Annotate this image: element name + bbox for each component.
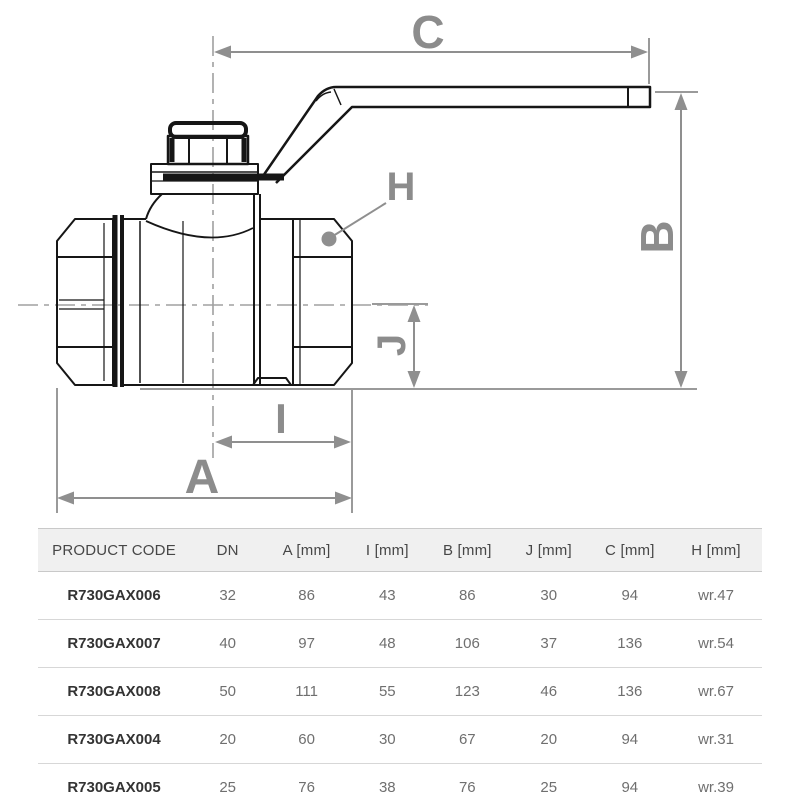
product-code: R730GAX007 bbox=[38, 620, 190, 668]
stem-nut bbox=[168, 136, 248, 164]
cell-a: 60 bbox=[265, 716, 348, 764]
cell-j: 46 bbox=[508, 668, 590, 716]
cell-a: 86 bbox=[265, 572, 348, 620]
arrow-j-down bbox=[408, 371, 421, 388]
cell-b: 123 bbox=[427, 668, 508, 716]
label-a: A bbox=[184, 451, 220, 504]
table-row bbox=[38, 668, 762, 716]
cell-c: 94 bbox=[590, 764, 670, 800]
cell-i: 43 bbox=[348, 572, 427, 620]
arrow-c-right bbox=[631, 46, 648, 59]
cell-dn: 50 bbox=[190, 668, 265, 716]
label-h: H bbox=[386, 165, 416, 209]
product-code: R730GAX004 bbox=[38, 716, 190, 764]
cell-h: wr.54 bbox=[670, 620, 762, 668]
cell-c: 136 bbox=[590, 620, 670, 668]
joint-foot bbox=[253, 378, 291, 385]
cell-dn: 20 bbox=[190, 716, 265, 764]
cell-c: 136 bbox=[590, 668, 670, 716]
cell-dn: 32 bbox=[190, 572, 265, 620]
cell-h: wr.47 bbox=[670, 572, 762, 620]
table-row bbox=[38, 620, 762, 668]
col-c: C [mm] bbox=[590, 529, 670, 572]
cell-c: 94 bbox=[590, 716, 670, 764]
product-code: R730GAX005 bbox=[38, 764, 190, 800]
cell-h: wr.67 bbox=[670, 668, 762, 716]
handle-bend-joint bbox=[334, 89, 341, 105]
h-reference-dot bbox=[322, 232, 337, 247]
cell-a: 111 bbox=[265, 668, 348, 716]
cell-dn: 40 bbox=[190, 620, 265, 668]
arrow-c-left bbox=[214, 46, 231, 59]
table-row bbox=[38, 716, 762, 764]
handle bbox=[263, 87, 650, 183]
arrow-j-up bbox=[408, 305, 421, 322]
arrow-b-up bbox=[675, 93, 688, 110]
cell-j: 30 bbox=[508, 572, 590, 620]
neck-flare-left bbox=[146, 194, 162, 219]
cell-b: 86 bbox=[427, 572, 508, 620]
h-leader-line bbox=[333, 203, 386, 236]
label-c: C bbox=[411, 6, 445, 58]
cell-i: 55 bbox=[348, 668, 427, 716]
cell-j: 20 bbox=[508, 716, 590, 764]
extension-lines bbox=[57, 38, 698, 513]
label-j: J bbox=[370, 333, 414, 357]
arrow-i-right bbox=[334, 436, 351, 449]
col-a: A [mm] bbox=[265, 529, 348, 572]
col-dn: DN bbox=[190, 529, 265, 572]
col-h: H [mm] bbox=[670, 529, 762, 572]
valve-body bbox=[57, 87, 650, 387]
col-b: B [mm] bbox=[427, 529, 508, 572]
arrow-i-left bbox=[215, 436, 232, 449]
product-code: R730GAX008 bbox=[38, 668, 190, 716]
cell-j: 37 bbox=[508, 620, 590, 668]
dimension-lines bbox=[57, 46, 688, 505]
cell-dn: 25 bbox=[190, 764, 265, 800]
cell-h: wr.31 bbox=[670, 716, 762, 764]
table-row bbox=[38, 764, 762, 800]
cell-h: wr.39 bbox=[670, 764, 762, 800]
cell-i: 30 bbox=[348, 716, 427, 764]
product-code: R730GAX006 bbox=[38, 572, 190, 620]
cell-b: 106 bbox=[427, 620, 508, 668]
table-row bbox=[38, 572, 762, 620]
table-header-row bbox=[38, 529, 762, 572]
cell-i: 38 bbox=[348, 764, 427, 800]
cell-i: 48 bbox=[348, 620, 427, 668]
dimensions-table bbox=[38, 528, 762, 800]
col-i: I [mm] bbox=[348, 529, 427, 572]
label-i: I bbox=[275, 395, 287, 442]
label-b: B bbox=[631, 220, 684, 254]
arrow-b-down bbox=[675, 371, 688, 388]
centerlines bbox=[18, 36, 428, 458]
right-hex-cap bbox=[293, 219, 352, 385]
cell-c: 94 bbox=[590, 572, 670, 620]
cell-b: 67 bbox=[427, 716, 508, 764]
arrow-a-right bbox=[335, 492, 352, 505]
col-product-code: PRODUCT CODE bbox=[38, 529, 190, 572]
col-j: J [mm] bbox=[508, 529, 590, 572]
arrow-a-left bbox=[57, 492, 74, 505]
cell-b: 76 bbox=[427, 764, 508, 800]
cell-j: 25 bbox=[508, 764, 590, 800]
cell-a: 97 bbox=[265, 620, 348, 668]
cell-a: 76 bbox=[265, 764, 348, 800]
ball-arc bbox=[146, 221, 253, 237]
